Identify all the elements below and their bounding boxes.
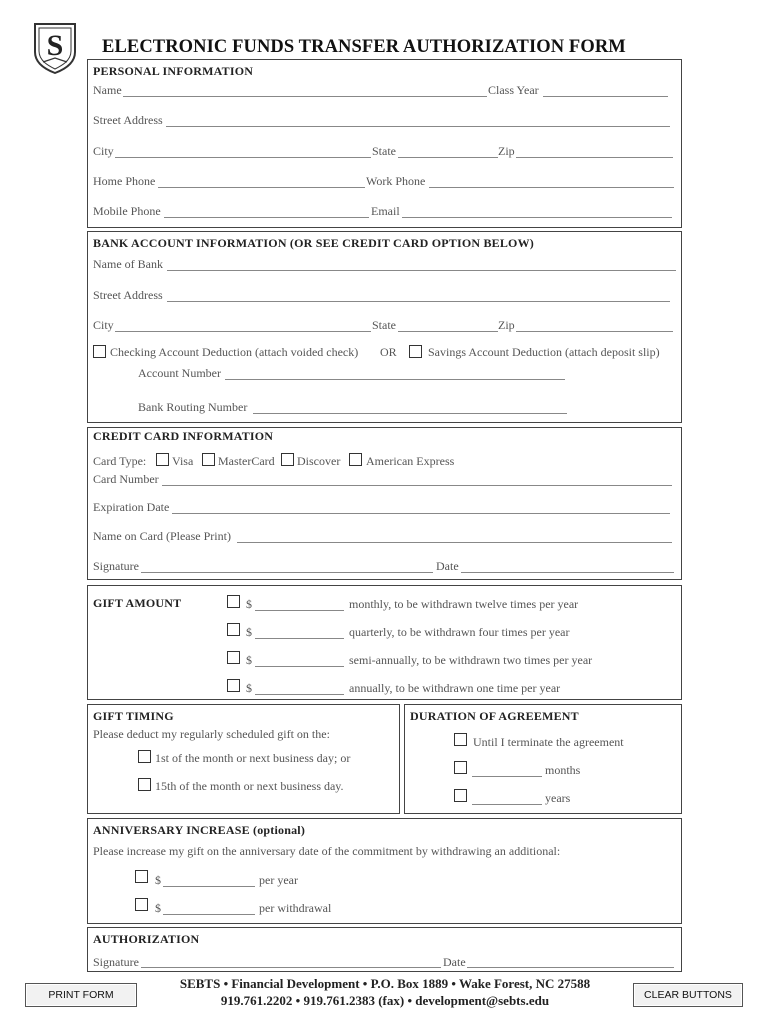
print-form-button[interactable]: PRINT FORM: [25, 983, 137, 1007]
bank-zip-field[interactable]: [516, 331, 673, 332]
home-phone-field[interactable]: [158, 187, 365, 188]
credit-card-heading: CREDIT CARD INFORMATION: [93, 429, 274, 443]
home-phone-label: Home Phone: [93, 174, 156, 188]
anniversary-per-withdrawal-label: per withdrawal: [259, 901, 332, 915]
card-date-field[interactable]: [461, 572, 674, 573]
bank-city-field[interactable]: [115, 331, 371, 332]
auth-date-field[interactable]: [467, 967, 674, 968]
bank-name-field[interactable]: [167, 270, 676, 271]
duration-until-checkbox[interactable]: [454, 733, 467, 746]
auth-signature-label: Signature: [93, 955, 139, 969]
anniversary-intro: Please increase my gift on the anniversary date of the commitment by withdrawing an additional:: [93, 844, 561, 858]
email-label: Email: [371, 204, 400, 218]
gift-monthly-currency: $: [246, 597, 252, 611]
discover-checkbox[interactable]: [281, 453, 294, 466]
street-address-field[interactable]: [166, 126, 670, 127]
duration-years-checkbox[interactable]: [454, 789, 467, 802]
gift-timing-heading: GIFT TIMING: [93, 709, 174, 723]
name-on-card-label: Name on Card (Please Print): [93, 529, 231, 543]
duration-heading: DURATION OF AGREEMENT: [410, 709, 579, 723]
gift-quarterly-currency: $: [246, 625, 252, 639]
duration-years-field[interactable]: [472, 804, 542, 805]
city-label: City: [93, 144, 114, 158]
timing-1st-checkbox[interactable]: [138, 750, 151, 763]
bank-zip-label: Zip: [498, 318, 515, 332]
gift-semiannual-currency: $: [246, 653, 252, 667]
discover-label: Discover: [297, 454, 341, 468]
bank-street-label: Street Address: [93, 288, 163, 302]
duration-months-label: months: [545, 763, 581, 777]
mastercard-label: MasterCard: [218, 454, 275, 468]
svg-text:S: S: [46, 29, 64, 62]
bank-account-heading: BANK ACCOUNT INFORMATION (OR SEE CREDIT CARD OPTION BELOW): [93, 236, 534, 250]
class-year-field[interactable]: [543, 96, 668, 97]
anniversary-per-withdrawal-checkbox[interactable]: [135, 898, 148, 911]
gift-semiannual-amount-field[interactable]: [255, 666, 344, 667]
bank-street-field[interactable]: [167, 301, 670, 302]
anniversary-per-year-label: per year: [259, 873, 298, 887]
card-signature-field[interactable]: [141, 572, 433, 573]
personal-info-heading: PERSONAL INFORMATION: [93, 64, 254, 78]
street-address-label: Street Address: [93, 113, 163, 127]
class-year-label: Class Year: [488, 83, 539, 97]
city-field[interactable]: [115, 157, 371, 158]
form-title: ELECTRONIC FUNDS TRANSFER AUTHORIZATION FORM: [102, 37, 626, 57]
visa-label: Visa: [172, 454, 194, 468]
zip-label: Zip: [498, 144, 515, 158]
card-signature-label: Signature: [93, 559, 139, 573]
amex-checkbox[interactable]: [349, 453, 362, 466]
visa-checkbox[interactable]: [156, 453, 169, 466]
gift-timing-intro: Please deduct my regularly scheduled gift on the:: [93, 727, 330, 741]
duration-years-label: years: [545, 791, 571, 805]
timing-15th-checkbox[interactable]: [138, 778, 151, 791]
anniversary-per-withdrawal-amount-field[interactable]: [163, 914, 255, 915]
expiration-date-field[interactable]: [172, 513, 670, 514]
gift-amount-heading: GIFT AMOUNT: [93, 596, 182, 610]
gift-quarterly-checkbox[interactable]: [227, 623, 240, 636]
gift-semiannual-checkbox[interactable]: [227, 651, 240, 664]
name-field[interactable]: [123, 96, 487, 97]
email-field[interactable]: [402, 217, 672, 218]
timing-15th-label: 15th of the month or next business day.: [155, 779, 344, 793]
state-label: State: [372, 144, 396, 158]
gift-annual-currency: $: [246, 681, 252, 695]
routing-number-label: Bank Routing Number: [138, 400, 248, 414]
bank-state-field[interactable]: [398, 331, 498, 332]
footer-contact: 919.761.2202 • 919.761.2383 (fax) • development@sebts.edu: [220, 993, 550, 1008]
account-number-label: Account Number: [138, 366, 221, 380]
routing-number-field[interactable]: [253, 413, 567, 414]
amex-label: American Express: [366, 454, 455, 468]
gift-quarterly-amount-field[interactable]: [255, 638, 344, 639]
gift-annual-amount-field[interactable]: [255, 694, 344, 695]
card-type-label: Card Type:: [93, 454, 147, 468]
gift-semiannual-label: semi-annually, to be withdrawn two times per year: [349, 653, 593, 667]
expiration-date-label: Expiration Date: [93, 500, 170, 514]
auth-signature-field[interactable]: [141, 967, 441, 968]
anniversary-per-withdrawal-currency: $: [155, 901, 161, 915]
checking-label: Checking Account Deduction (attach voided check): [110, 345, 359, 359]
credit-card-section: [87, 427, 682, 580]
duration-months-field[interactable]: [472, 776, 542, 777]
name-on-card-field[interactable]: [237, 542, 672, 543]
gift-quarterly-label: quarterly, to be withdrawn four times per year: [349, 625, 570, 639]
card-number-label: Card Number: [93, 472, 159, 486]
duration-months-checkbox[interactable]: [454, 761, 467, 774]
savings-checkbox[interactable]: [409, 345, 422, 358]
card-date-label: Date: [436, 559, 459, 573]
bank-city-label: City: [93, 318, 114, 332]
gift-monthly-checkbox[interactable]: [227, 595, 240, 608]
or-label: OR: [380, 345, 397, 359]
clear-buttons-button[interactable]: CLEAR BUTTONS: [633, 983, 743, 1007]
mobile-phone-label: Mobile Phone: [93, 204, 161, 218]
gift-annual-label: annually, to be withdrawn one time per year: [349, 681, 561, 695]
bank-state-label: State: [372, 318, 396, 332]
duration-until-label: Until I terminate the agreement: [473, 735, 624, 749]
anniversary-per-year-amount-field[interactable]: [163, 886, 255, 887]
auth-date-label: Date: [443, 955, 466, 969]
sebts-shield-logo-icon: [33, 22, 77, 74]
anniversary-per-year-currency: $: [155, 873, 161, 887]
gift-monthly-label: monthly, to be withdrawn twelve times per year: [349, 597, 579, 611]
bank-name-label: Name of Bank: [93, 257, 163, 271]
anniversary-heading: ANNIVERSARY INCREASE (optional): [93, 823, 306, 837]
state-field[interactable]: [398, 157, 498, 158]
mastercard-checkbox[interactable]: [202, 453, 215, 466]
name-label: Name: [93, 83, 122, 97]
gift-monthly-amount-field[interactable]: [255, 610, 344, 611]
savings-label: Savings Account Deduction (attach deposit slip): [428, 345, 660, 359]
work-phone-label: Work Phone: [366, 174, 426, 188]
footer-address: SEBTS • Financial Development • P.O. Box 1889 • Wake Forest, NC 27588: [179, 976, 591, 991]
mobile-phone-field[interactable]: [164, 217, 369, 218]
gift-annual-checkbox[interactable]: [227, 679, 240, 692]
checking-checkbox[interactable]: [93, 345, 106, 358]
zip-field[interactable]: [516, 157, 673, 158]
card-number-field[interactable]: [162, 485, 672, 486]
timing-1st-label: 1st of the month or next business day; or: [155, 751, 351, 765]
anniversary-per-year-checkbox[interactable]: [135, 870, 148, 883]
account-number-field[interactable]: [225, 379, 565, 380]
authorization-heading: AUTHORIZATION: [93, 932, 200, 946]
work-phone-field[interactable]: [429, 187, 674, 188]
